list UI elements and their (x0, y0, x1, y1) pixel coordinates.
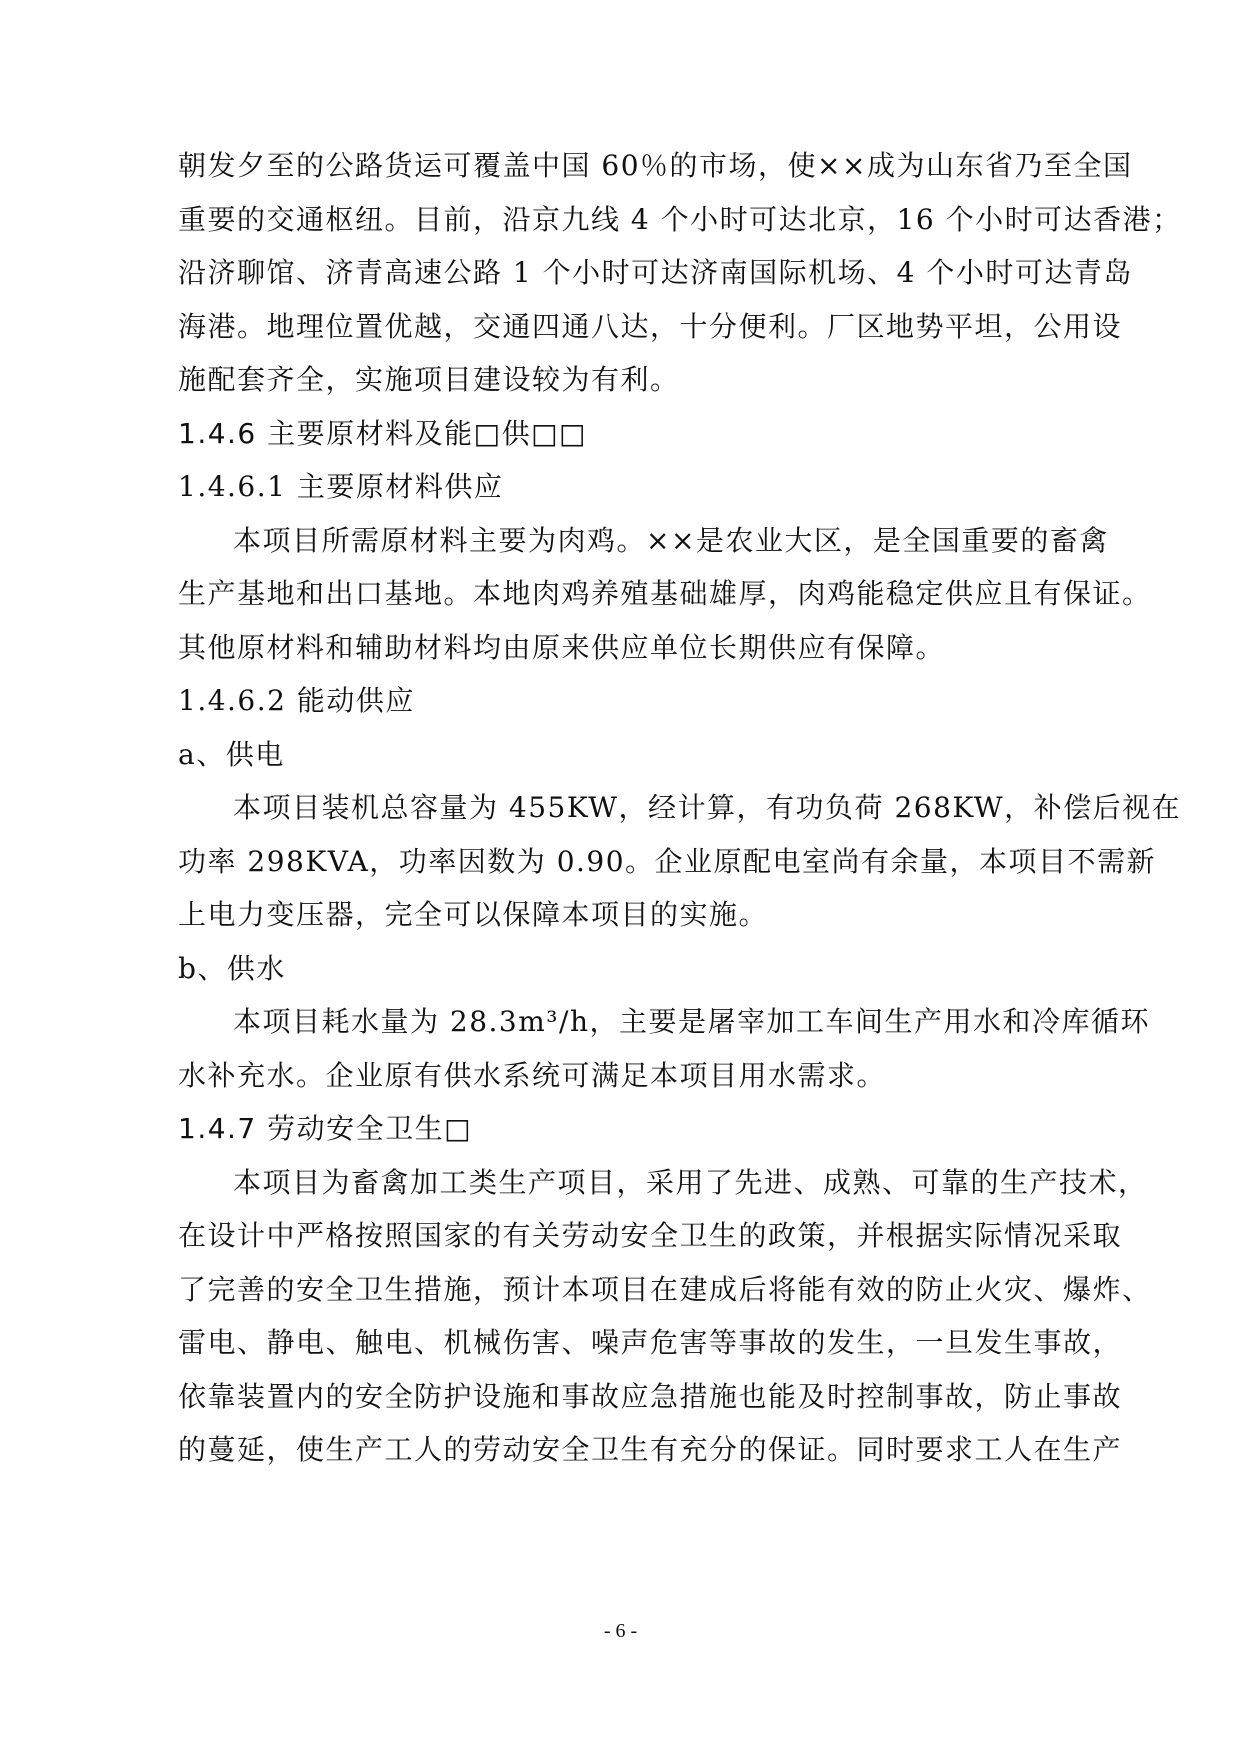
paragraph-line: 雷电、静电、触电、机械伤害、噪声危害等事故的发生，一旦发生事故， (178, 1326, 1123, 1359)
paragraph-line: 生产基地和出口基地。本地肉鸡养殖基础雄厚，肉鸡能稳定供应且有保证。 (178, 577, 1152, 610)
paragraph-line: 施配套齐全，实施项目建设较为有利。 (178, 363, 680, 396)
item-heading-a: a、供电 (178, 738, 285, 771)
paragraph-line: 水补充水。企业原有供水系统可满足本项目用水需求。 (178, 1059, 887, 1092)
section-heading-1-4-6: 1.4.6 主要原材料及能□供□□ (178, 417, 588, 450)
subsection-heading-1-4-6-2: 1.4.6.2 能动供应 (178, 684, 415, 717)
paragraph-line: 本项目耗水量为 28.3m³/h，主要是屠宰加工车间生产用水和冷库循环 (233, 1005, 1150, 1038)
paragraph-line: 本项目装机总容量为 455KW，经计算，有功负荷 268KW，补偿后视在 (233, 791, 1182, 824)
page-number: - 6 - (603, 1620, 638, 1642)
paragraph-line: 海港。地理位置优越，交通四通八达，十分便利。厂区地势平坦，公用设 (178, 310, 1123, 343)
paragraph-line: 在设计中严格按照国家的有关劳动安全卫生的政策，并根据实际情况采取 (178, 1219, 1123, 1252)
paragraph-line: 本项目为畜禽加工类生产项目，采用了先进、成熟、可靠的生产技术， (233, 1166, 1148, 1199)
paragraph-line: 功率 298KVA，功率因数为 0.90。企业原配电室尚有余量，本项目不需新 (178, 845, 1157, 878)
paragraph-line: 依靠装置内的安全防护设施和事故应急措施也能及时控制事故，防止事故 (178, 1380, 1123, 1413)
subsection-heading-1-4-6-1: 1.4.6.1 主要原材料供应 (178, 470, 504, 503)
section-heading-1-4-7: 1.4.7 劳动安全卫生□ (178, 1112, 473, 1145)
paragraph-line: 了完善的安全卫生措施，预计本项目在建成后将能有效的防止火灾、爆炸、 (178, 1273, 1152, 1306)
paragraph-line: 其他原材料和辅助材料均由原来供应单位长期供应有保障。 (178, 631, 946, 664)
paragraph-line: 上电力变压器，完全可以保障本项目的实施。 (178, 898, 769, 931)
paragraph-line: 重要的交通枢纽。目前，沿京九线 4 个小时可达北京，16 个小时可达香港； (178, 203, 1182, 236)
paragraph-line: 朝发夕至的公路货运可覆盖中国 60％的市场，使××成为山东省乃至全国 (178, 149, 1133, 182)
paragraph-line: 沿济聊馆、济青高速公路 1 个小时可达济南国际机场、4 个小时可达青岛 (178, 256, 1133, 289)
paragraph-line: 的蔓延，使生产工人的劳动安全卫生有充分的保证。同时要求工人在生产 (178, 1433, 1123, 1466)
paragraph-line: 本项目所需原材料主要为肉鸡。××是农业大区，是全国重要的畜禽 (233, 524, 1109, 557)
item-heading-b: b、供水 (178, 952, 286, 985)
